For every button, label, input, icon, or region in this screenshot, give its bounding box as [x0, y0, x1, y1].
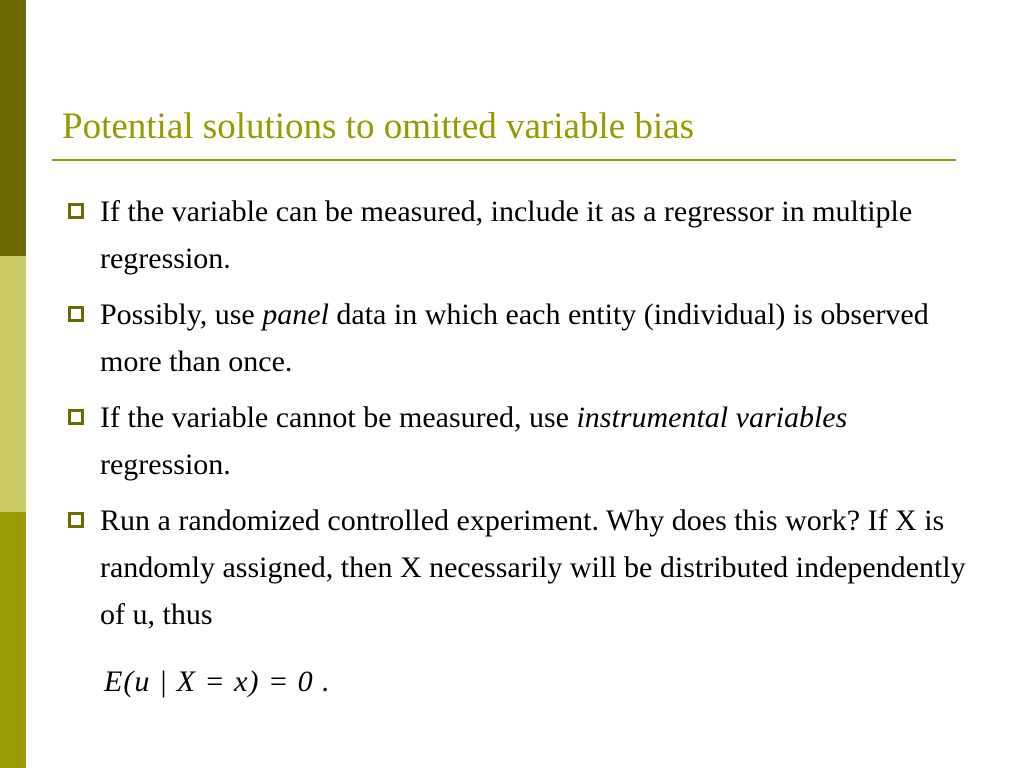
bullet-text: Possibly, use panel data in which each entity (individual) is observed more than once. — [100, 298, 929, 378]
side-bar-mid — [0, 512, 26, 768]
bullet-text: If the variable cannot be measured, use instrumental variables regression. — [100, 401, 848, 481]
title-divider — [52, 159, 956, 161]
slide-title: Potential solutions to omitted variable bias — [62, 106, 694, 147]
bullet-text: Run a randomized controlled experiment. Why does this work? If X is randomly assigned, then X necessarily will be distributed independently of u, thus — [100, 504, 966, 631]
bullet-item — [62, 394, 972, 488]
square-bullet-icon — [68, 512, 84, 528]
side-bar-light — [0, 256, 26, 512]
bullet-item — [62, 188, 972, 282]
square-bullet-icon — [68, 306, 84, 322]
square-bullet-icon — [68, 409, 84, 425]
side-bar-dark — [0, 0, 26, 256]
bullet-list — [62, 188, 972, 647]
formula: E(u | X = x) = 0 . — [104, 665, 331, 698]
square-bullet-icon — [68, 203, 84, 219]
bullet-item — [62, 291, 972, 385]
bullet-text: If the variable can be measured, include it as a regressor in multiple regression. — [100, 195, 913, 275]
bullet-item — [62, 497, 972, 638]
